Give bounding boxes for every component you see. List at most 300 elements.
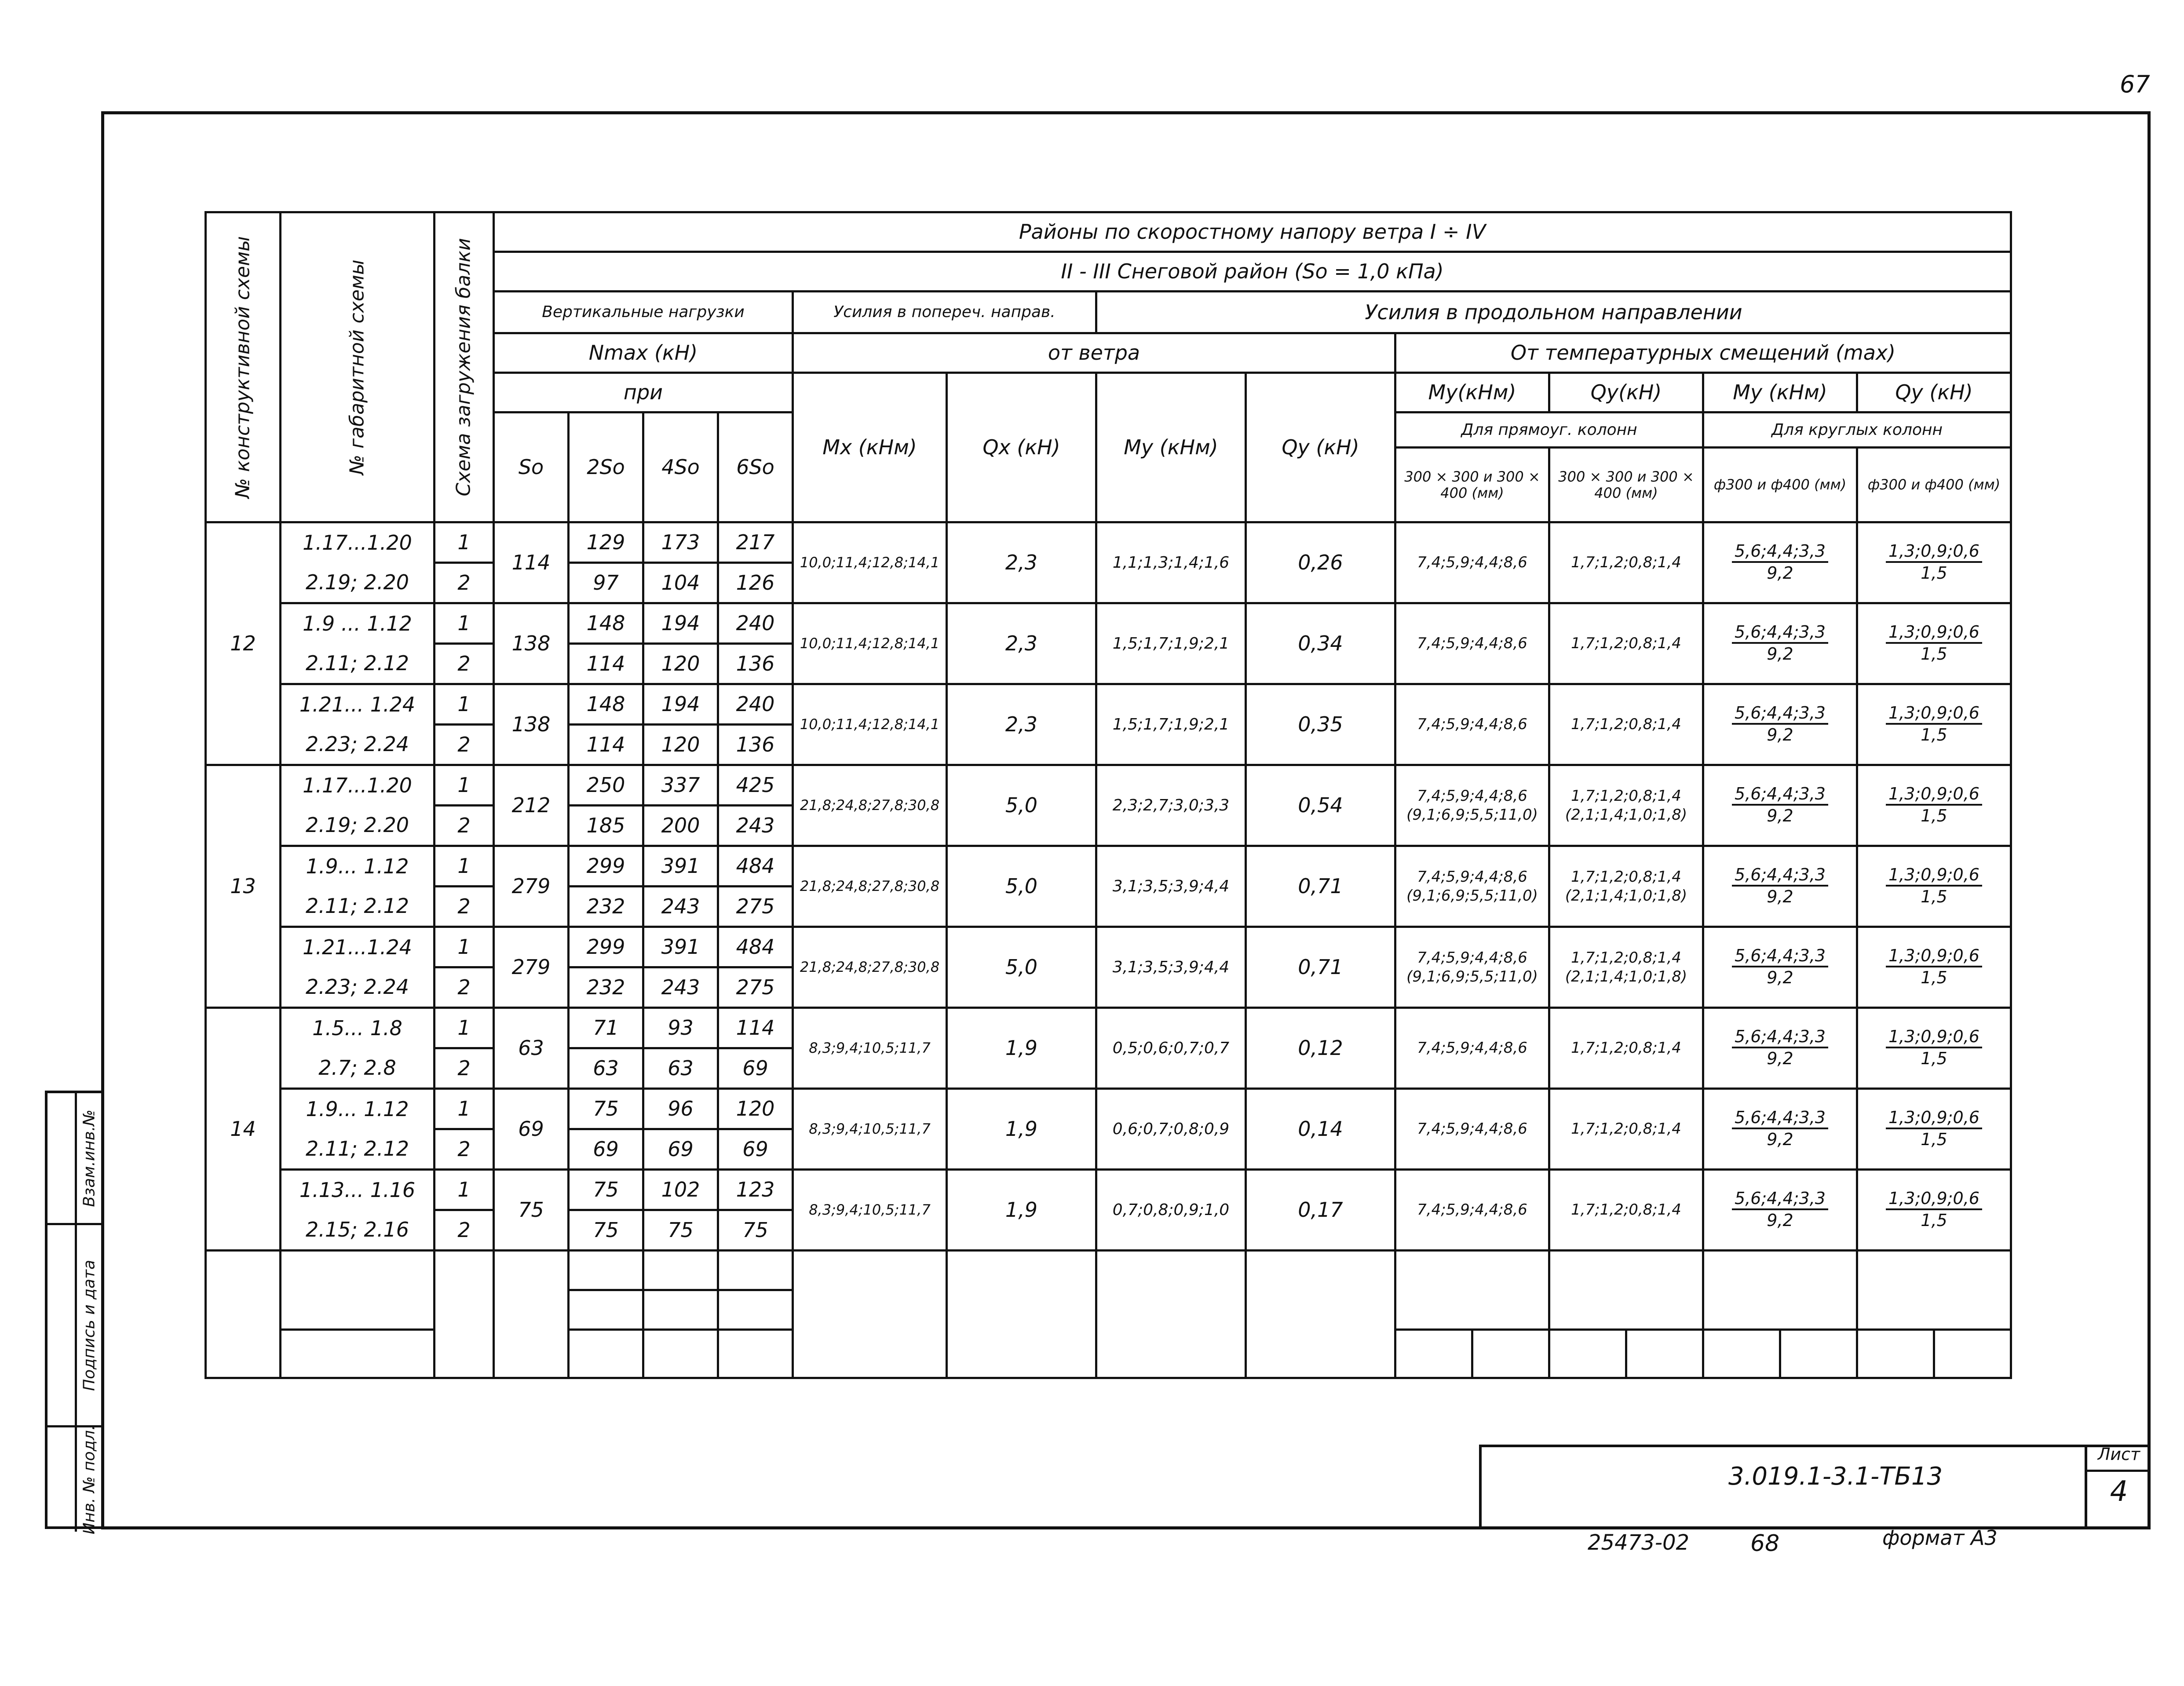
header-scheme-number: № конструктивной схемы [206,212,281,522]
load-scheme-cell: 2 [435,725,494,765]
qy-temp-rect-cell [1549,603,1703,684]
header-vertical-loads: Вертикальные нагрузки [494,292,793,333]
qy-temp-rect-value: 1,7;1,2;0,8;1,4 [1571,1120,1681,1138]
s0-value-cell: 63 [494,1008,569,1089]
qy-value-cell: 0,17 [1246,1170,1395,1251]
gabarit-scheme-cell: 1.9... 1.12 [281,846,435,887]
empty-cell [206,1251,281,1378]
2s0-value-cell: 129 [569,522,643,563]
my-round-cell [1703,1170,1857,1251]
empty-cell [1703,1290,1857,1330]
6s0-value-cell: 126 [718,563,793,603]
empty-cell [793,1251,947,1378]
my-round-cell [1703,927,1857,1008]
qy-round-cell [1857,1170,2011,1251]
header-2s0: 2Sо [569,412,643,522]
fraction-numerator: 1,3;0,9;0,6 [1886,542,1982,563]
fraction-denominator: 1,5 [1921,563,1947,583]
empty-cell [1934,1330,2011,1378]
fraction-numerator: 5,6;4,4;3,3 [1732,946,1828,967]
fraction [1886,785,1982,825]
qy-temp-rect-value: 1,7;1,2;0,8;1,4 [1571,1201,1681,1219]
fraction-numerator: 1,3;0,9;0,6 [1886,1027,1982,1048]
empty-cell [569,1330,643,1378]
my-temp-rect-cell [1395,765,1549,846]
6s0-value-cell: 136 [718,725,793,765]
header-qy-temp: Qy(кН) [1549,373,1703,412]
fraction [1732,785,1828,825]
empty-cell [1780,1330,1857,1378]
my-value-cell: 0,5;0,6;0,7;0,7 [1096,1008,1246,1089]
my-temp-rect-value: 7,4;5,9;4,4;8,6 [1417,635,1527,653]
my-temp-rect-cell [1395,684,1549,765]
gabarit-scheme-cell: 1.17...1.20 [281,522,435,563]
6s0-value-cell: 120 [718,1089,793,1129]
my-value-cell: 3,1;3,5;3,9;4,4 [1096,846,1246,927]
s0-value-cell: 114 [494,522,569,603]
gabarit-scheme-cell: 1.17...1.20 [281,765,435,806]
fraction [1886,704,1982,744]
my-value-cell: 1,5;1,7;1,9;2,1 [1096,603,1246,684]
qy-round-cell [1857,1089,2011,1170]
header-rect-size-2: 300 × 300 и 300 × 400 (мм) [1549,448,1703,522]
empty-cell [1549,1290,1703,1330]
2s0-value-cell: 75 [569,1170,643,1210]
empty-cell [1472,1330,1549,1378]
side-stamp-strip [45,1091,101,1534]
6s0-value-cell: 240 [718,603,793,644]
empty-cell [281,1330,435,1378]
my-temp-rect-value: 7,4;5,9;4,4;8,6 [1417,1120,1527,1138]
fraction-denominator: 9,2 [1767,967,1793,987]
s0-value-cell: 212 [494,765,569,846]
gabarit-scheme-cell: 1.9... 1.12 [281,1089,435,1129]
fraction-denominator: 1,5 [1921,806,1947,825]
qy-round-cell [1857,522,2011,603]
s0-value-cell: 279 [494,927,569,1008]
gabarit-scheme-cell: 1.13... 1.16 [281,1170,435,1210]
fraction [1886,946,1982,987]
document-designation: 3.019.1-3.1-ТБ13 [1728,1462,1943,1491]
load-scheme-cell: 1 [435,1089,494,1129]
fraction-denominator: 1,5 [1921,1210,1947,1230]
mx-value-cell: 8,3;9,4;10,5;11,7 [793,1008,947,1089]
qy-value-cell: 0,12 [1246,1008,1395,1089]
s0-value-cell: 279 [494,846,569,927]
empty-cell [1395,1330,1472,1378]
fraction-denominator: 9,2 [1767,1210,1793,1230]
my-round-cell [1703,1008,1857,1089]
2s0-value-cell: 75 [569,1210,643,1251]
stamp-cell-vzam [75,1093,101,1225]
stamp-cell-inv [75,1427,101,1532]
header-6s0: 6Sо [718,412,793,522]
stamp-cell-signature [75,1225,101,1427]
fraction [1732,1027,1828,1068]
header-mx: Mx (кНм) [793,373,947,522]
2s0-value-cell: 114 [569,644,643,684]
empty-cell [435,1251,494,1378]
6s0-value-cell: 217 [718,522,793,563]
header-my-temp-round: My (кНм) [1703,373,1857,412]
gabarit-scheme-cell: 2.19; 2.20 [281,563,435,603]
2s0-value-cell: 71 [569,1008,643,1048]
load-scheme-cell: 2 [435,644,494,684]
fraction-denominator: 9,2 [1767,1129,1793,1149]
header-gabarit-number: № габаритной схемы [281,212,435,522]
gabarit-scheme-cell: 1.21...1.24 [281,927,435,967]
2s0-value-cell: 97 [569,563,643,603]
qx-value-cell: 2,3 [947,603,1096,684]
qx-value-cell: 5,0 [947,765,1096,846]
qy-temp-rect-value: 1,7;1,2;0,8;1,4 [1571,1039,1681,1057]
fraction-numerator: 5,6;4,4;3,3 [1732,623,1828,644]
header-transverse: Усилия в попереч. направ. [793,292,1096,333]
empty-cell [718,1330,793,1378]
stamp-cell-empty-3 [47,1427,75,1532]
qx-value-cell: 5,0 [947,846,1096,927]
s0-value-cell: 138 [494,603,569,684]
scheme-number-cell: 12 [206,522,281,765]
my-temp-rect-value: 7,4;5,9;4,4;8,6 (9,1;6,9;5,5;11,0) [1406,868,1538,905]
my-round-cell [1703,1089,1857,1170]
my-value-cell: 1,5;1,7;1,9;2,1 [1096,684,1246,765]
2s0-value-cell: 232 [569,967,643,1008]
qx-value-cell: 2,3 [947,522,1096,603]
fraction [1732,623,1828,664]
my-round-cell [1703,603,1857,684]
qy-temp-rect-cell [1549,522,1703,603]
scheme-number-cell: 13 [206,765,281,1008]
mx-value-cell: 10,0;11,4;12,8;14,1 [793,684,947,765]
fraction-denominator: 9,2 [1767,887,1793,906]
my-temp-rect-value: 7,4;5,9;4,4;8,6 (9,1;6,9;5,5;11,0) [1406,949,1538,985]
fraction-denominator: 1,5 [1921,887,1947,906]
header-qy: Qy (кН) [1246,373,1395,522]
header-round-size-2: ф300 и ф400 (мм) [1857,448,2011,522]
2s0-value-cell: 114 [569,725,643,765]
stamp-signature-label: Подпись и дата [80,1259,98,1391]
header-longitudinal: Усилия в продольном направлении [1096,292,2011,333]
my-temp-rect-cell [1395,1008,1549,1089]
fraction-numerator: 1,3;0,9;0,6 [1886,704,1982,725]
qy-temp-rect-value: 1,7;1,2;0,8;1,4 (2,1;1,4;1,0;1,8) [1565,949,1687,985]
6s0-value-cell: 75 [718,1210,793,1251]
qy-value-cell: 0,54 [1246,765,1395,846]
fraction-numerator: 5,6;4,4;3,3 [1732,1108,1828,1129]
fraction-numerator: 1,3;0,9;0,6 [1886,623,1982,644]
mx-value-cell: 8,3;9,4;10,5;11,7 [793,1170,947,1251]
header-my: My (кНм) [1096,373,1246,522]
empty-cell [569,1290,643,1330]
sheet-label: Лист [2087,1445,2151,1472]
footer-code: 25473-02 [1588,1530,1690,1555]
fraction-numerator: 1,3;0,9;0,6 [1886,1189,1982,1210]
qy-round-cell [1857,1008,2011,1089]
fraction-numerator: 1,3;0,9;0,6 [1886,946,1982,967]
qx-value-cell: 1,9 [947,1089,1096,1170]
my-round-cell [1703,765,1857,846]
gabarit-scheme-cell: 1.9 ... 1.12 [281,603,435,644]
my-round-cell [1703,522,1857,603]
fraction [1732,1189,1828,1230]
load-scheme-cell: 2 [435,1129,494,1170]
qx-value-cell: 2,3 [947,684,1096,765]
empty-cell [494,1251,569,1378]
fraction-numerator: 5,6;4,4;3,3 [1732,785,1828,806]
6s0-value-cell: 69 [718,1129,793,1170]
fraction-denominator: 9,2 [1767,806,1793,825]
header-s0: Sо [494,412,569,522]
4s0-value-cell: 243 [643,887,718,927]
my-temp-rect-value: 7,4;5,9;4,4;8,6 [1417,1201,1527,1219]
empty-cell [947,1251,1096,1378]
load-scheme-cell: 1 [435,846,494,887]
4s0-value-cell: 102 [643,1170,718,1210]
4s0-value-cell: 337 [643,765,718,806]
4s0-value-cell: 391 [643,846,718,887]
sheet-cell [2085,1445,2151,1529]
fraction-denominator: 1,5 [1921,644,1947,664]
header-round-columns: Для круглых колонн [1703,412,2011,448]
my-temp-rect-value: 7,4;5,9;4,4;8,6 [1417,715,1527,734]
qy-temp-rect-cell [1549,1008,1703,1089]
footer-copy-number: 68 [1750,1530,1780,1557]
empty-cell [1857,1330,1934,1378]
qy-temp-rect-cell [1549,684,1703,765]
6s0-value-cell: 484 [718,927,793,967]
4s0-value-cell: 200 [643,806,718,846]
mx-value-cell: 8,3;9,4;10,5;11,7 [793,1089,947,1170]
s0-value-cell: 138 [494,684,569,765]
4s0-value-cell: 173 [643,522,718,563]
fraction [1732,542,1828,583]
qy-temp-rect-cell [1549,927,1703,1008]
6s0-value-cell: 69 [718,1048,793,1089]
6s0-value-cell: 425 [718,765,793,806]
2s0-value-cell: 148 [569,603,643,644]
2s0-value-cell: 299 [569,927,643,967]
gabarit-scheme-cell: 2.11; 2.12 [281,1129,435,1170]
my-value-cell: 3,1;3,5;3,9;4,4 [1096,927,1246,1008]
my-value-cell: 0,7;0,8;0,9;1,0 [1096,1170,1246,1251]
header-temperature: От температурных смещений (max) [1395,333,2011,373]
load-scheme-cell: 1 [435,927,494,967]
header-my-temp: My(кНм) [1395,373,1549,412]
empty-cell [643,1330,718,1378]
4s0-value-cell: 63 [643,1048,718,1089]
empty-cell [1549,1251,1703,1290]
header-snow-region: II - III Снеговой район (Sо = 1,0 кПа) [494,252,2011,292]
gabarit-scheme-cell: 2.11; 2.12 [281,887,435,927]
empty-cell [718,1251,793,1290]
my-temp-rect-value: 7,4;5,9;4,4;8,6 [1417,554,1527,572]
6s0-value-cell: 136 [718,644,793,684]
qy-temp-rect-value: 1,7;1,2;0,8;1,4 [1571,554,1681,572]
qx-value-cell: 1,9 [947,1008,1096,1089]
qy-value-cell: 0,34 [1246,603,1395,684]
load-scheme-cell: 1 [435,1170,494,1210]
my-value-cell: 1,1;1,3;1,4;1,6 [1096,522,1246,603]
load-scheme-cell: 1 [435,603,494,644]
load-scheme-cell: 2 [435,1210,494,1251]
load-scheme-cell: 2 [435,563,494,603]
6s0-value-cell: 275 [718,967,793,1008]
stamp-inv-label: Инв. № подл. [80,1425,98,1534]
4s0-value-cell: 93 [643,1008,718,1048]
mx-value-cell: 21,8;24,8;27,8;30,8 [793,927,947,1008]
mx-value-cell: 21,8;24,8;27,8;30,8 [793,846,947,927]
my-value-cell: 2,3;2,7;3,0;3,3 [1096,765,1246,846]
mx-value-cell: 10,0;11,4;12,8;14,1 [793,603,947,684]
load-scheme-cell: 2 [435,806,494,846]
my-temp-rect-cell [1395,522,1549,603]
empty-cell [643,1290,718,1330]
fraction [1886,623,1982,664]
empty-cell [1703,1330,1780,1378]
header-round-size-1: ф300 и ф400 (мм) [1703,448,1857,522]
4s0-value-cell: 194 [643,603,718,644]
2s0-value-cell: 232 [569,887,643,927]
fraction [1886,1027,1982,1068]
header-rect-columns: Для прямоуг. колонн [1395,412,1703,448]
qy-temp-rect-value: 1,7;1,2;0,8;1,4 [1571,715,1681,734]
header-pri: при [494,373,793,412]
gabarit-scheme-cell: 2.19; 2.20 [281,806,435,846]
my-temp-rect-value: 7,4;5,9;4,4;8,6 [1417,1039,1527,1057]
fraction [1886,542,1982,583]
fraction [1732,1108,1828,1149]
qy-temp-rect-value: 1,7;1,2;0,8;1,4 [1571,635,1681,653]
fraction-denominator: 1,5 [1921,967,1947,987]
gabarit-scheme-cell: 1.5... 1.8 [281,1008,435,1048]
load-scheme-cell: 1 [435,522,494,563]
empty-cell [1857,1290,2011,1330]
header-qy-temp-round: Qy (кН) [1857,373,2011,412]
fraction [1732,704,1828,744]
page-number: 67 [2120,70,2150,98]
4s0-value-cell: 243 [643,967,718,1008]
qy-temp-rect-cell [1549,846,1703,927]
fraction [1732,946,1828,987]
fraction-denominator: 9,2 [1767,1048,1793,1068]
fraction [1886,1189,1982,1230]
load-scheme-cell: 2 [435,967,494,1008]
empty-cell [1857,1251,2011,1290]
my-value-cell: 0,6;0,7;0,8;0,9 [1096,1089,1246,1170]
empty-cell [1626,1330,1703,1378]
my-temp-rect-value: 7,4;5,9;4,4;8,6 (9,1;6,9;5,5;11,0) [1406,787,1538,824]
load-scheme-cell: 2 [435,887,494,927]
2s0-value-cell: 75 [569,1089,643,1129]
fraction-denominator: 9,2 [1767,725,1793,744]
my-temp-rect-cell [1395,927,1549,1008]
stamp-cell-empty-2 [47,1225,75,1427]
header-4s0: 4Sо [643,412,718,522]
fraction-denominator: 9,2 [1767,563,1793,583]
2s0-value-cell: 148 [569,684,643,725]
header-load-scheme: Схема загружения балки [435,212,494,522]
qy-round-cell [1857,603,2011,684]
4s0-value-cell: 120 [643,725,718,765]
my-temp-rect-cell [1395,846,1549,927]
empty-cell [1395,1290,1549,1330]
footer-format: формат А3 [1882,1526,1998,1550]
fraction-denominator: 9,2 [1767,644,1793,664]
empty-cell [1096,1251,1246,1378]
gabarit-scheme-cell: 2.7; 2.8 [281,1048,435,1089]
mx-value-cell: 10,0;11,4;12,8;14,1 [793,522,947,603]
empty-cell [281,1290,435,1330]
6s0-value-cell: 123 [718,1170,793,1210]
sheet-number: 4 [2110,1475,2128,1508]
scheme-number-cell: 14 [206,1008,281,1251]
4s0-value-cell: 104 [643,563,718,603]
2s0-value-cell: 69 [569,1129,643,1170]
qy-value-cell: 0,14 [1246,1089,1395,1170]
gabarit-scheme-cell: 2.11; 2.12 [281,644,435,684]
s0-value-cell: 69 [494,1089,569,1170]
qy-temp-rect-cell [1549,765,1703,846]
6s0-value-cell: 243 [718,806,793,846]
2s0-value-cell: 63 [569,1048,643,1089]
empty-cell [643,1251,718,1290]
load-scheme-cell: 1 [435,765,494,806]
qx-value-cell: 1,9 [947,1170,1096,1251]
fraction-denominator: 1,5 [1921,1129,1947,1149]
6s0-value-cell: 240 [718,684,793,725]
header-nmax: Nmax (кН) [494,333,793,373]
qy-round-cell [1857,927,2011,1008]
fraction [1732,865,1828,906]
gabarit-scheme-cell: 2.23; 2.24 [281,967,435,1008]
my-round-cell [1703,846,1857,927]
fraction-numerator: 5,6;4,4;3,3 [1732,1189,1828,1210]
fraction-numerator: 5,6;4,4;3,3 [1732,704,1828,725]
fraction-numerator: 5,6;4,4;3,3 [1732,1027,1828,1048]
2s0-value-cell: 250 [569,765,643,806]
empty-cell [1549,1330,1626,1378]
fraction [1886,1108,1982,1149]
my-temp-rect-cell [1395,603,1549,684]
empty-cell [718,1290,793,1330]
my-temp-rect-cell [1395,1170,1549,1251]
empty-cell [1246,1251,1395,1378]
6s0-value-cell: 114 [718,1008,793,1048]
my-temp-rect-cell [1395,1089,1549,1170]
stamp-cell-empty-1 [47,1093,75,1225]
my-round-cell [1703,684,1857,765]
mx-value-cell: 21,8;24,8;27,8;30,8 [793,765,947,846]
qy-round-cell [1857,765,2011,846]
empty-cell [1703,1251,1857,1290]
qy-round-cell [1857,684,2011,765]
fraction-numerator: 1,3;0,9;0,6 [1886,1108,1982,1129]
header-qx: Qx (кН) [947,373,1096,522]
qy-temp-rect-cell [1549,1089,1703,1170]
qy-round-cell [1857,846,2011,927]
2s0-value-cell: 185 [569,806,643,846]
header-wind-regions: Районы по скоростному напору ветра I ÷ IV [494,212,2011,252]
fraction [1886,865,1982,906]
4s0-value-cell: 75 [643,1210,718,1251]
stamp-vzam-label: Взам.инв.№ [80,1109,98,1207]
fraction-denominator: 1,5 [1921,1048,1947,1068]
fraction-denominator: 1,5 [1921,725,1947,744]
qy-temp-rect-cell [1549,1170,1703,1251]
load-scheme-cell: 1 [435,1008,494,1048]
4s0-value-cell: 69 [643,1129,718,1170]
